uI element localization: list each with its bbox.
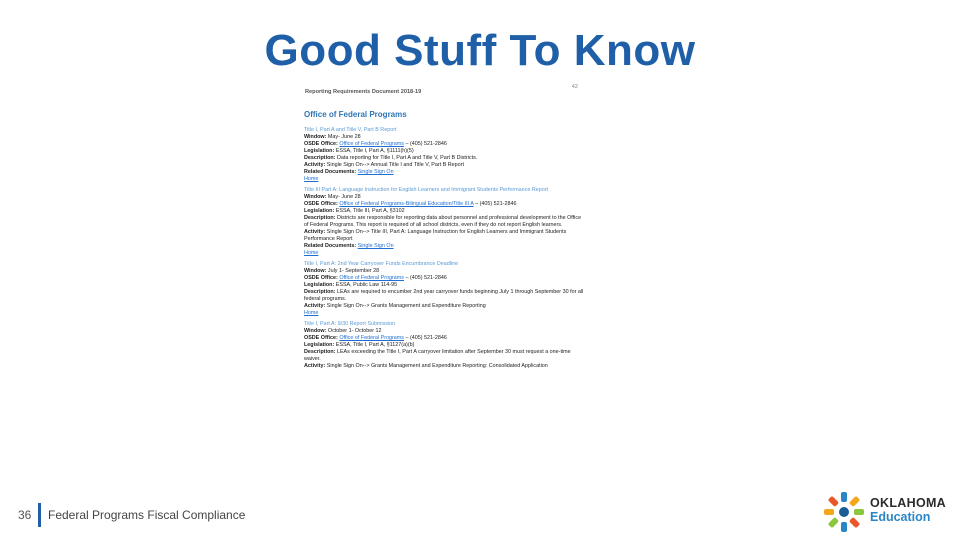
document-page-number: 42 [571, 84, 578, 90]
description-line: Description: LEAs exceeding the Title I, Part A carryover limitation after September 30 must request a one-time waiver. [304, 349, 571, 362]
section-title: Title I, Part A and Title V, Part B Report [304, 127, 397, 133]
window-line: Window: July 1- September 28 [304, 268, 380, 274]
legislation-line: Legislation: ESSA, Title I, Part A, §1127(a)(b) [304, 342, 415, 348]
oklahoma-education-logo [822, 490, 952, 534]
report-section [304, 187, 586, 257]
related-link[interactable]: Single Sign On [357, 243, 394, 249]
legislation-line: Legislation: ESSA, Title III, Part A, §3102 [304, 208, 405, 214]
office-line: OSDE Office: Office of Federal Programs-Bilingual Education/Title III A – (405) 521-2846 [304, 201, 517, 207]
report-section [304, 127, 586, 183]
home-link[interactable]: Home [304, 176, 319, 182]
office-line: OSDE Office: Office of Federal Programs – (405) 521-2846 [304, 141, 447, 147]
window-line: Window: October 1- October 12 [304, 328, 382, 334]
activity-line: Activity: Single Sign On--> Grants Management and Expenditure Reporting: Consolidated Application [304, 363, 548, 369]
footer-divider [38, 503, 41, 527]
oklahoma-starburst-icon [822, 490, 866, 534]
document-body [304, 127, 586, 374]
description-line: Description: LEAs are required to encumber 2nd year carryover funds beginning July 1 through September 30 for all federal programs. [304, 289, 584, 302]
footer-text: Federal Programs Fiscal Compliance [48, 508, 246, 522]
home-link[interactable]: Home [304, 250, 319, 256]
section-title: Title I, Part A: 2nd Year Carryover Funds Encumbrance Deadline [304, 261, 459, 267]
office-link[interactable]: Office of Federal Programs [339, 335, 404, 341]
office-link[interactable]: Office of Federal Programs-Bilingual Education/Title III A [339, 201, 474, 207]
window-line: Window: May- June 28 [304, 134, 361, 140]
home-link[interactable]: Home [304, 310, 319, 316]
document-heading: Office of Federal Programs [304, 110, 407, 119]
document-screenshot [300, 80, 590, 425]
office-line: OSDE Office: Office of Federal Programs – (405) 521-2846 [304, 335, 447, 341]
section-title: Title I, Part A: 9/30 Report Submission [304, 321, 396, 327]
office-link[interactable]: Office of Federal Programs [339, 141, 404, 147]
office-link[interactable]: Office of Federal Programs [339, 275, 404, 281]
office-line: OSDE Office: Office of Federal Programs – (405) 521-2846 [304, 275, 447, 281]
report-section [304, 321, 586, 370]
document-header: Reporting Requirements Document 2018-19 [305, 89, 422, 95]
related-documents-line: Related Documents: Single Sign On [304, 243, 394, 249]
legislation-line: Legislation: ESSA, Public Law 114-95 [304, 282, 398, 288]
description-line: Description: Districts are responsible for reporting data about personnel and professional development to the Office of Federal Programs. This report is required of all school districts, even if they do not report English learners. [304, 215, 582, 228]
section-title: Title III Part A: Language Instruction for English Learners and Immigrant Students Performance Report [304, 187, 549, 193]
logo-text-education: Education [870, 510, 931, 524]
legislation-line: Legislation: ESSA, Title I, Part A, §1111(h)(5) [304, 148, 414, 154]
activity-line: Activity: Single Sign On--> Annual Title I and Title V, Part B Report [304, 162, 464, 168]
logo-text-oklahoma: OKLAHOMA [870, 496, 947, 510]
slide-number: 36 [18, 508, 32, 522]
related-link[interactable]: Single Sign On [357, 169, 394, 175]
related-documents-line: Related Documents: Single Sign On [304, 169, 394, 175]
activity-line: Activity: Single Sign On--> Grants Management and Expenditure Reporting [304, 303, 486, 309]
slide-title: Good Stuff To Know [264, 26, 696, 75]
activity-line: Activity: Single Sign On--> Title III, Part A: Language Instruction for English Learners and Immigrant Students Performance Report [304, 229, 567, 242]
window-line: Window: May- June 28 [304, 194, 361, 200]
report-section [304, 261, 586, 317]
description-line: Description: Data reporting for Title I, Part A and Title V, Part B Districts. [304, 155, 478, 161]
